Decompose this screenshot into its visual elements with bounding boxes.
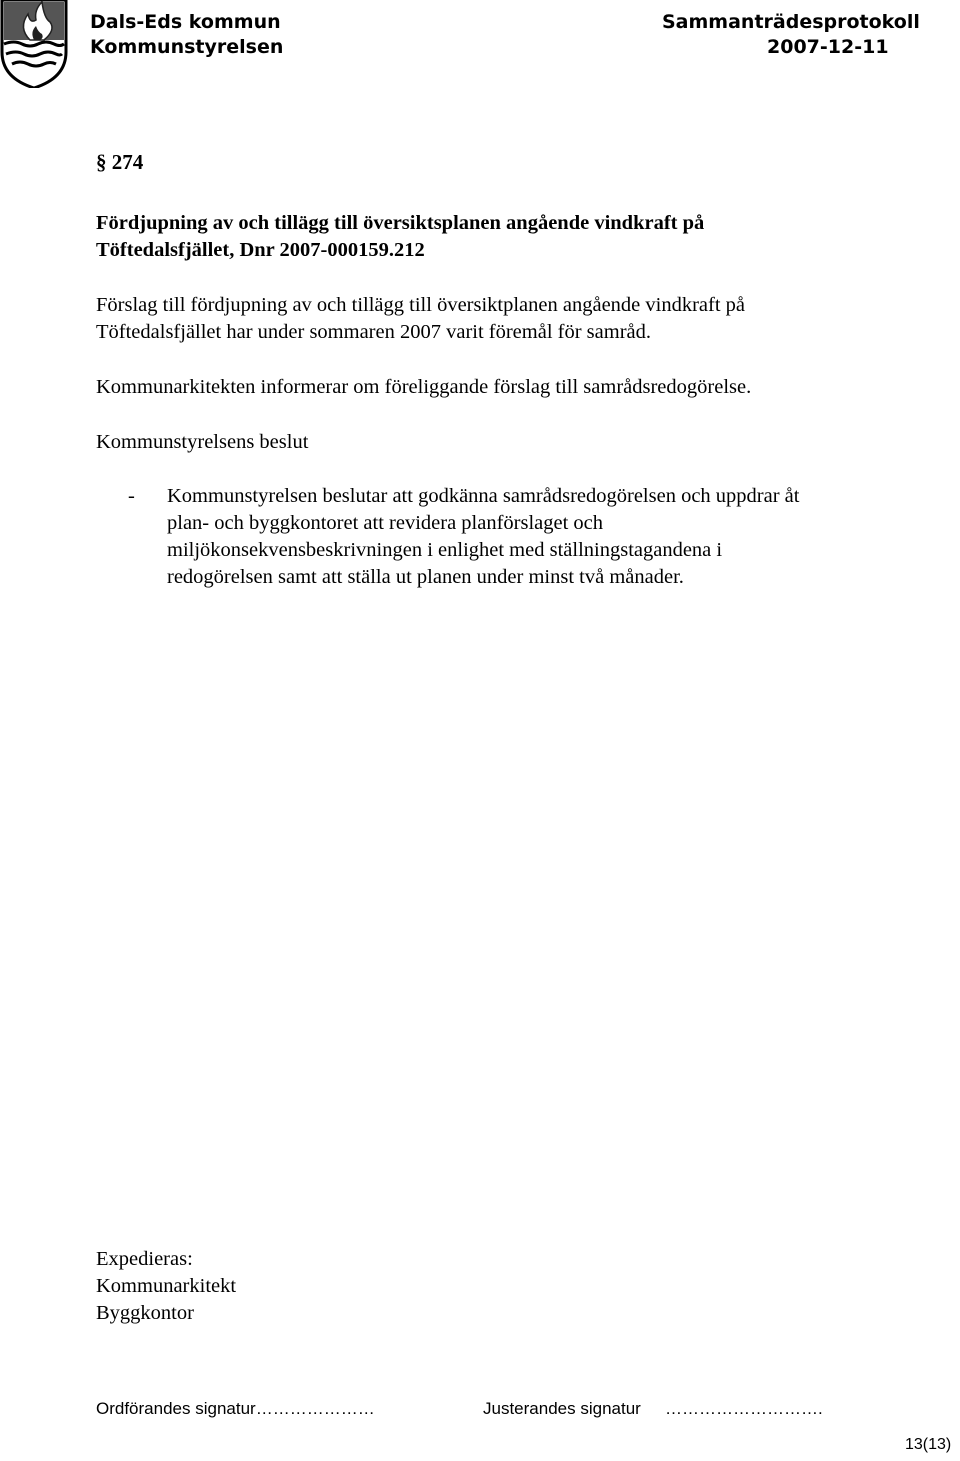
item-title-line-2: Töftedalsfjället, Dnr 2007-000159.212	[96, 239, 425, 261]
adjuster-signature-label: Justerandes signatur	[483, 1399, 641, 1418]
paragraph-1-line-2: Töftedalsfjället har under sommaren 2007 varit föremål för samråd.	[96, 321, 652, 343]
section-symbol: §	[96, 150, 107, 174]
section-number-value: 274	[111, 150, 144, 174]
decision-line-1: Kommunstyrelsen beslutar att godkänna samrådsredogörelsen och uppdrar åt	[167, 485, 800, 507]
page-number: 13(13)	[905, 1436, 952, 1453]
municipal-coat-of-arms-icon	[0, 0, 70, 88]
distribution-recipient: Kommunarkitekt	[96, 1275, 237, 1297]
decision-line-3: miljökonsekvensbeskrivningen i enlighet med ställningstagandena i	[167, 539, 723, 561]
paragraph-2: Kommunarkitekten informerar om föreliggande förslag till samrådsredogörelse.	[96, 376, 752, 398]
document-type: Sammanträdesprotokoll	[662, 11, 920, 33]
meeting-date: 2007-12-11	[767, 36, 889, 58]
paragraph-1-line-1: Förslag till fördjupning av och tillägg till översiktplanen angående vindkraft på	[96, 294, 746, 316]
section-number	[96, 150, 143, 175]
distribution-recipient: Byggkontor	[96, 1302, 194, 1324]
committee-name: Kommunstyrelsen	[90, 36, 284, 58]
decision-line-4: redogörelsen samt att ställa ut planen under minst två månader.	[167, 566, 684, 588]
adjuster-signature-dots: ……………………….	[665, 1399, 823, 1418]
decision-heading: Kommunstyrelsens beslut	[96, 431, 309, 453]
item-title-line-1: Fördjupning av och tillägg till översiktsplanen angående vindkraft på	[96, 212, 705, 234]
municipality-name: Dals-Eds kommun	[90, 11, 281, 33]
decision-line-2: plan- och byggkontoret att revidera planförslaget och	[167, 512, 604, 534]
decision-dash: -	[128, 485, 135, 507]
chair-signature-line: Ordförandes signatur…………………	[96, 1399, 375, 1418]
distribution-label: Expedieras:	[96, 1248, 193, 1270]
